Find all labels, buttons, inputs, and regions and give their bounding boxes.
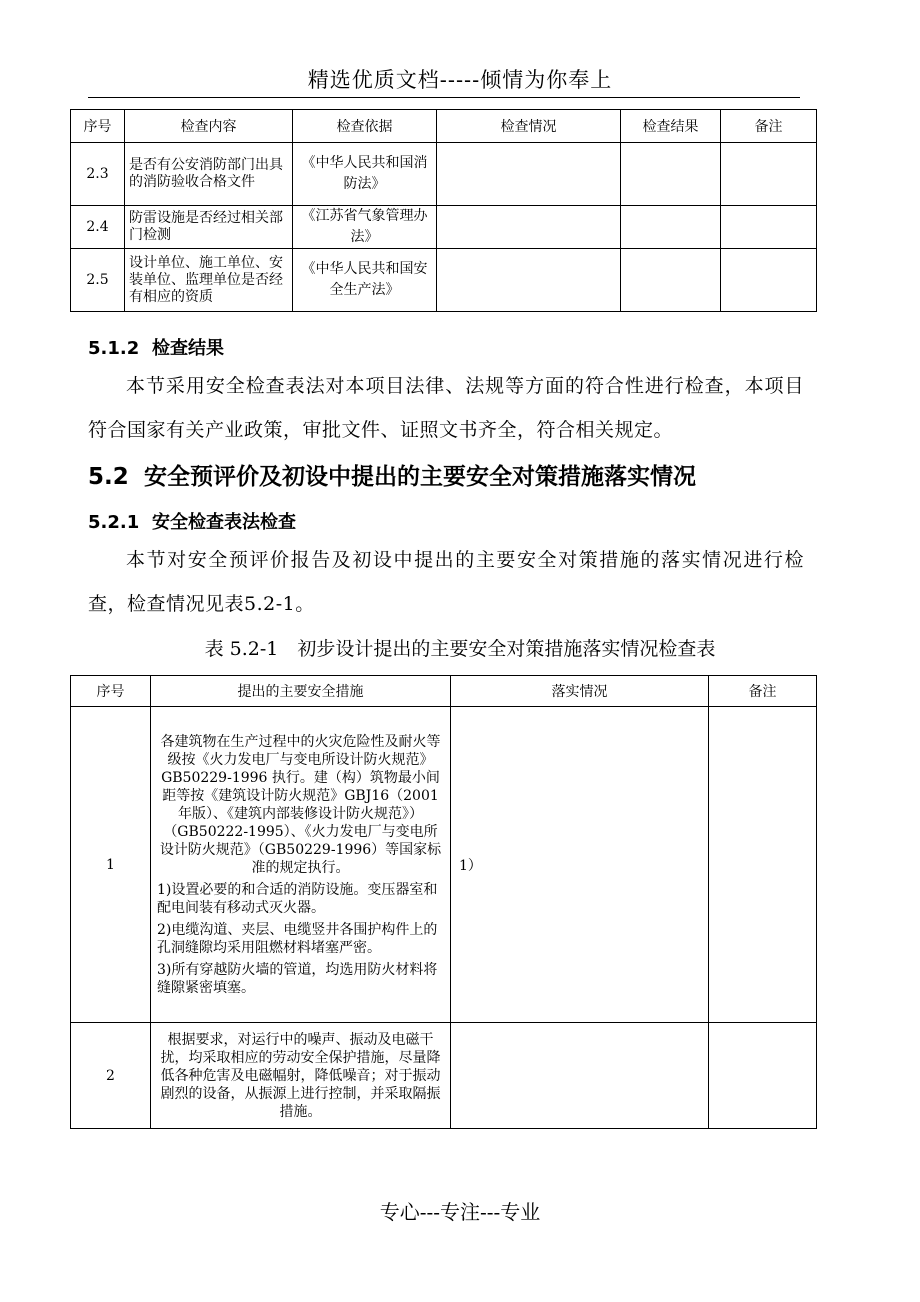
measure-intro: 各建筑物在生产过程中的火灾危险性及耐火等级按《火力发电厂与变电所设计防火规范》GB50229-1996 执行。建（构）筑物最小间距等按《建筑设计防火规范》GBJ16（2001 年版）、《建筑内部装修设计防火规范》）（GB50222-1995）、《火力发电厂与变电所设计防火规范》（GB50229-1996）等国家标准的规定执行。: [159, 733, 442, 876]
row-no: 2.5: [71, 249, 125, 312]
row-basis: 《中华人民共和国消防法》: [293, 143, 437, 206]
table-header-row: [71, 110, 817, 143]
row-no: 1: [71, 707, 151, 1023]
col-header-result: 检查结果: [621, 110, 721, 143]
row-content: 防雷设施是否经过相关部门检测: [125, 206, 293, 249]
row-remark: [709, 707, 817, 1023]
row-implementation: 1）: [451, 707, 709, 1023]
row-remark: [721, 206, 817, 249]
table-header-row: [71, 676, 817, 707]
row-remark: [721, 143, 817, 206]
heading-5-2-1: [88, 508, 296, 534]
col-header-no: 序号: [71, 676, 151, 707]
col-header-no: 序号: [71, 110, 125, 143]
row-no: 2.3: [71, 143, 125, 206]
row-situation: [437, 143, 621, 206]
heading-5-1-2: [88, 334, 224, 360]
row-result: [621, 206, 721, 249]
row-basis: 《江苏省气象管理办法》: [293, 206, 437, 249]
row-content: 是否有公安消防部门出具的消防验收合格文件: [125, 143, 293, 206]
col-header-measure: 提出的主要安全措施: [151, 676, 451, 707]
col-header-basis: 检查依据: [293, 110, 437, 143]
table-row: [71, 249, 817, 312]
col-header-content: 检查内容: [125, 110, 293, 143]
col-header-remark: 备注: [721, 110, 817, 143]
heading-title: 安全预评价及初设中提出的主要安全对策措施落实情况: [144, 464, 696, 490]
measure-item: 3)所有穿越防火墙的管道，均选用防火材料将缝隙紧密填塞。: [157, 961, 438, 996]
row-content: 设计单位、施工单位、安装单位、监理单位是否经有相应的资质: [125, 249, 293, 312]
table-row: [71, 143, 817, 206]
heading-number: 5.2.1: [88, 512, 140, 533]
heading-title: 安全检查表法检查: [152, 512, 296, 533]
row-result: [621, 249, 721, 312]
row-situation: [437, 206, 621, 249]
row-no: 2: [71, 1023, 151, 1129]
heading-5-2: [88, 458, 696, 491]
table-row: [71, 206, 817, 249]
row-measure: 根据要求，对运行中的噪声、振动及电磁干扰，均采取相应的劳动安全保护措施，尽量降低各种危害及电磁幅射，降低噪音；对于振动剧烈的设备，从振源上进行控制，并采取隔振措施。: [151, 1023, 451, 1129]
page-header: 精选优质文档-----倾情为你奉上: [307, 68, 613, 92]
table-caption: 表 5.2-1 初步设计提出的主要安全对策措施落实情况检查表: [204, 638, 716, 660]
heading-title: 检查结果: [152, 338, 224, 359]
col-header-implementation: 落实情况: [451, 676, 709, 707]
paragraph-5-1-2: 本节采用安全检查表法对本项目法律、法规等方面的符合性进行检查，本项目符合国家有关产业政策，审批文件、证照文书齐全，符合相关规定。: [88, 375, 804, 441]
paragraph-5-2-1: 本节对安全预评价报告及初设中提出的主要安全对策措施的落实情况进行检查，检查情况见表5.2-1。: [88, 549, 804, 615]
row-measure: [151, 707, 451, 1023]
check-table-2: [70, 675, 817, 1129]
row-no: 2.4: [71, 206, 125, 249]
page-footer: 专心---专注---专业: [379, 1200, 541, 1224]
row-remark: [721, 249, 817, 312]
row-result: [621, 143, 721, 206]
header-rule: [88, 97, 800, 98]
measure-item: 2)电缆沟道、夹层、电缆竖井各围护构件上的孔洞缝隙均采用阻燃材料堵塞严密。: [157, 921, 438, 956]
heading-number: 5.2: [88, 464, 129, 490]
table-row: [71, 1023, 817, 1129]
heading-number: 5.1.2: [88, 338, 140, 359]
table-row: [71, 707, 817, 1023]
row-implementation: [451, 1023, 709, 1129]
row-basis: 《中华人民共和国安全生产法》: [293, 249, 437, 312]
check-table-1: [70, 109, 817, 312]
col-header-remark: 备注: [709, 676, 817, 707]
measure-item: 1)设置必要的和合适的消防设施。变压器室和配电间装有移动式灭火器。: [157, 881, 438, 916]
col-header-situation: 检查情况: [437, 110, 621, 143]
row-remark: [709, 1023, 817, 1129]
row-situation: [437, 249, 621, 312]
